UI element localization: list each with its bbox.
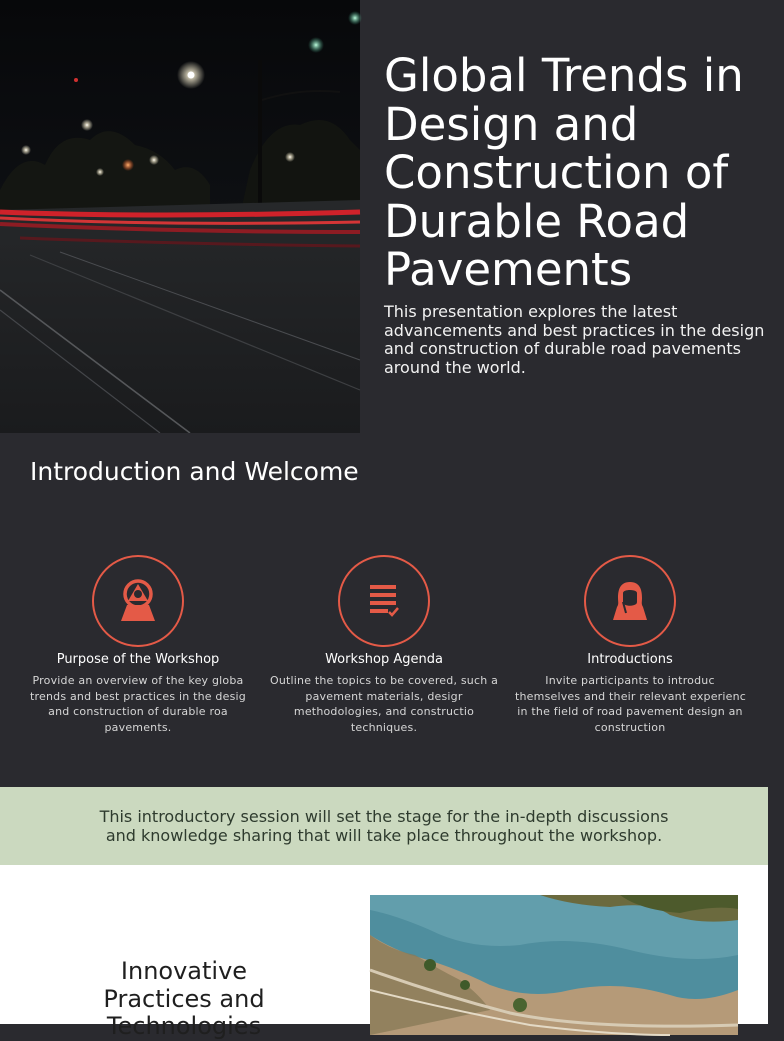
card-purpose: [23, 555, 253, 735]
description-line: and construction of durable road pavements: [384, 339, 742, 358]
card-title: Introductions: [587, 652, 673, 667]
title-line: Practices and: [103, 984, 265, 1013]
card-title: Purpose of the Workshop: [56, 652, 220, 667]
title-line: Innovative: [120, 957, 248, 985]
aerial-lake-photo: [370, 895, 738, 1035]
hero-night-street-photo: [0, 0, 360, 433]
card-desc-line: trends and best practices in the desig: [30, 689, 246, 703]
description-line: advancements and best practices in the design: [384, 320, 765, 340]
checklist-icon: [338, 555, 430, 647]
card-desc-line: in the field of road pavement design an: [517, 705, 743, 718]
card-desc-line: construction: [594, 720, 666, 734]
card-desc-line: Invite participants to introduc: [545, 674, 715, 687]
summary-banner: [0, 787, 768, 865]
card-desc-line: methodologies, and constructio: [293, 705, 475, 718]
card-title: Workshop Agenda: [325, 652, 443, 667]
card-agenda: [269, 555, 499, 735]
banner-line: and knowledge sharing that will take place throughout the workshop.: [105, 826, 663, 845]
hero-section: [0, 0, 768, 433]
card-description: [23, 673, 253, 735]
title-line: Technologies: [106, 1012, 262, 1040]
card-desc-line: Provide an overview of the key globa: [32, 674, 244, 687]
innovative-practices-section: [0, 865, 768, 1040]
person-pin-icon: [92, 555, 184, 647]
card-introductions: [515, 555, 745, 735]
presentation-title: Global Trends in Design and Construction of Durable Road Pavements: [384, 49, 744, 296]
intro-heading: Introduction and Welcome: [30, 457, 359, 486]
description-line: This presentation explores the latest: [384, 302, 678, 321]
card-desc-line: pavement materials, desigr: [305, 689, 463, 703]
card-desc-line: and construction of durable roa: [48, 705, 228, 718]
card-description: [515, 673, 745, 735]
presentation-description: [384, 303, 784, 377]
card-desc-line: pavements.: [104, 720, 172, 734]
card-desc-line: themselves and their relevant experienc: [515, 689, 747, 703]
section-title: [59, 958, 309, 1041]
intro-section: [0, 433, 768, 787]
card-desc-line: techniques.: [350, 720, 418, 734]
banner-line: This introductory session will set the stage for the in-depth discussions: [99, 807, 669, 826]
hooded-person-icon: [584, 555, 676, 647]
description-line: around the world.: [384, 357, 526, 377]
card-desc-line: Outline the topics to be covered, such a: [269, 674, 499, 687]
card-description: [269, 673, 499, 735]
